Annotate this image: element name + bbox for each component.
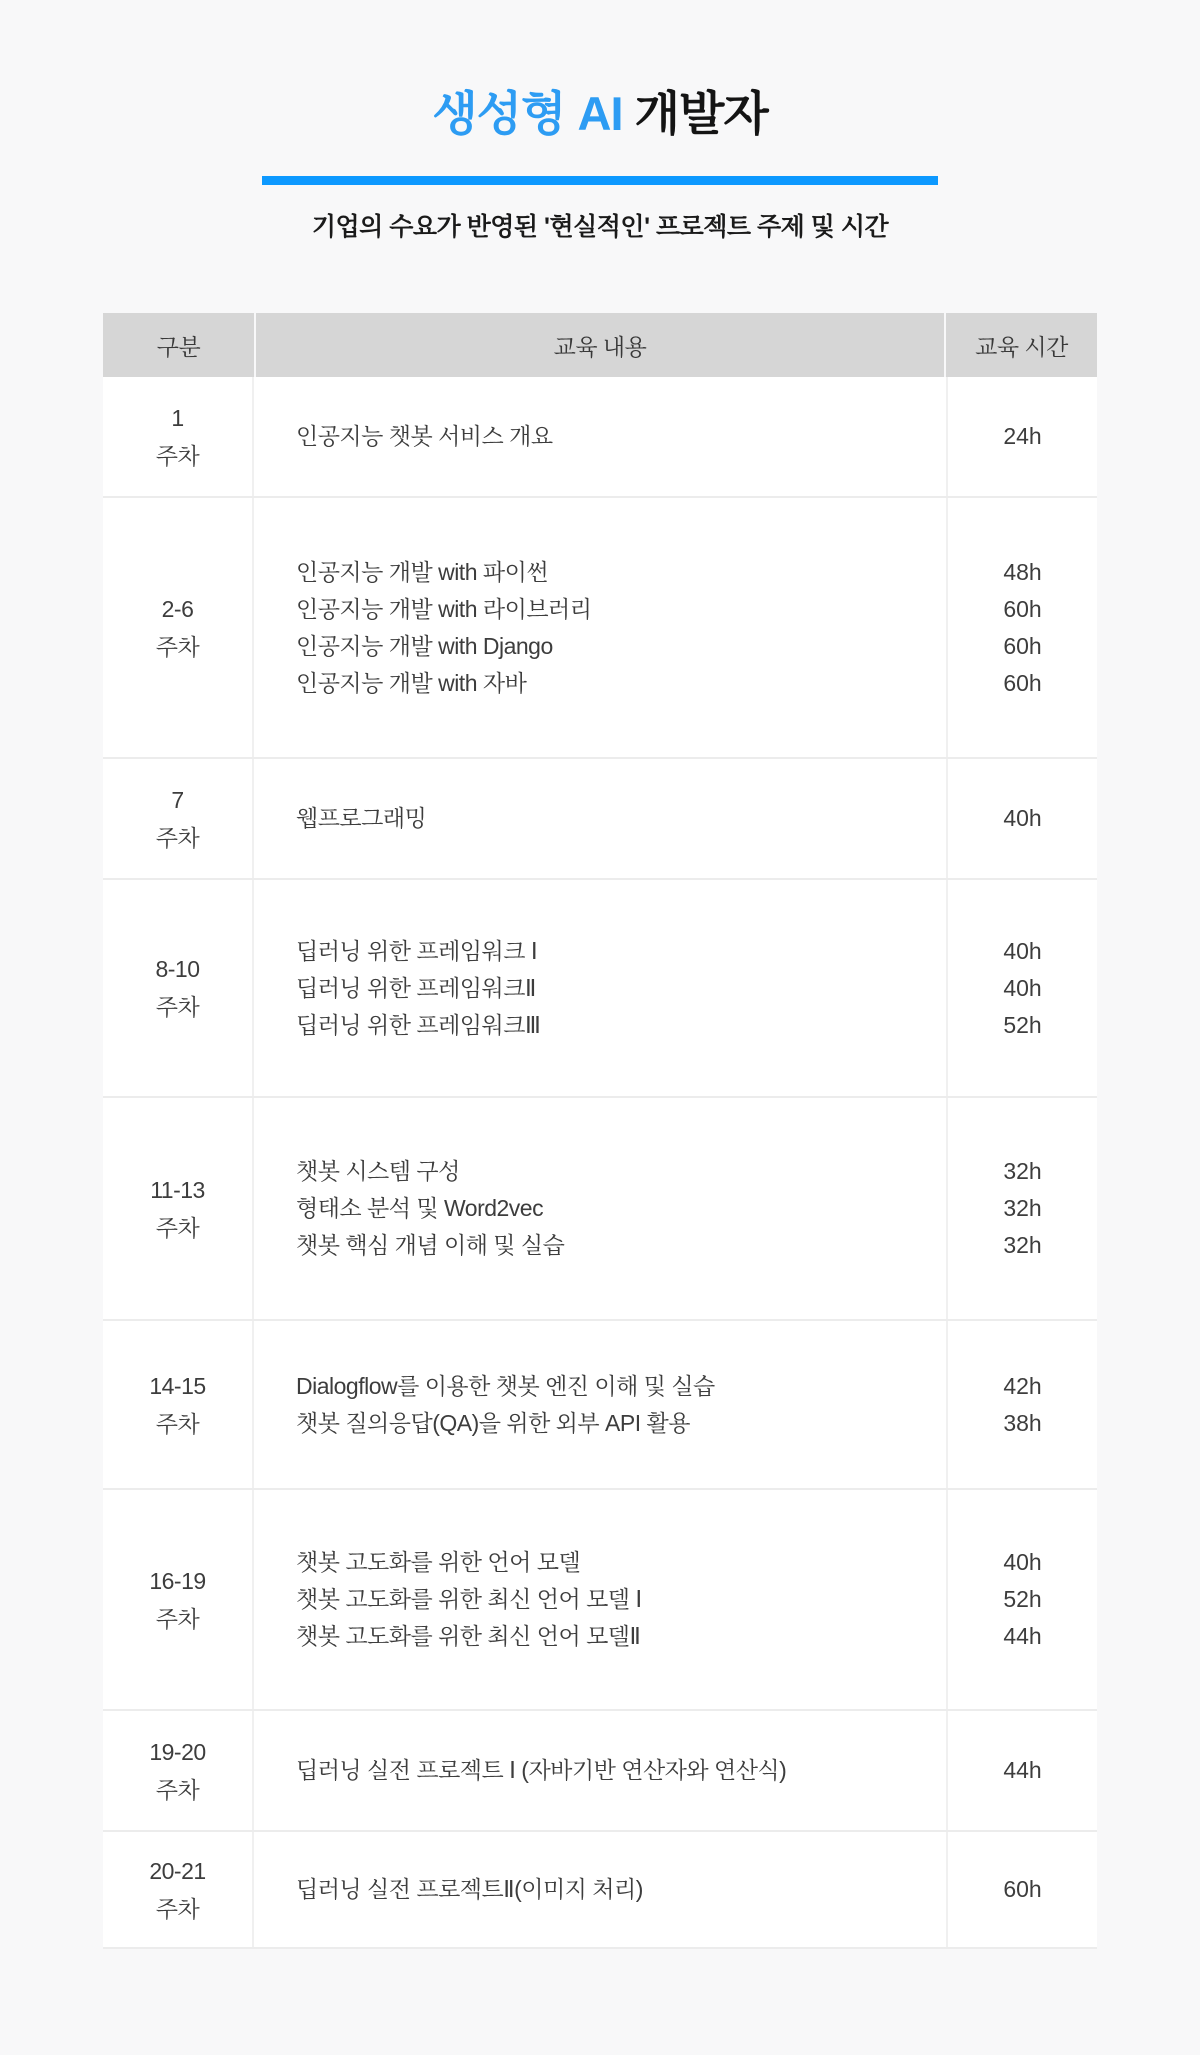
table-row [103,377,1097,498]
table-row [103,1098,1097,1321]
hours-cell [946,880,1097,1096]
course-item: 형태소 분석 및 Word2vec [296,1195,544,1222]
course-item: 딥러닝 실전 프로젝트Ⅱ(이미지 처리) [296,1876,643,1903]
course-item: 챗봇 핵심 개념 이해 및 실습 [296,1232,565,1259]
course-hours: 60h [1003,632,1042,659]
course-hours: 48h [1003,558,1042,585]
week-cell [103,1321,254,1488]
course-item: 인공지능 개발 with Django [296,632,553,659]
content-cell [254,880,946,1096]
content-cell [254,1321,946,1488]
table-row [103,498,1097,759]
week-number: 11-13 [150,1176,205,1203]
week-number: 7 [171,786,184,813]
course-hours: 24h [1003,423,1042,450]
table-row [103,880,1097,1098]
hours-cell [946,377,1097,496]
course-hours: 60h [1003,595,1042,622]
course-item: 딥러닝 위한 프레임워크Ⅲ [296,1011,541,1038]
course-hours: 40h [1003,805,1042,832]
course-hours: 38h [1003,1409,1042,1436]
week-suffix: 주차 [155,1410,200,1437]
week-number: 19-20 [149,1738,206,1765]
subtitle: 기업의 수요가 반영된 '현실적인' 프로젝트 주제 및 시간 [311,213,889,242]
course-hours: 44h [1003,1757,1042,1784]
week-suffix: 주차 [155,1214,200,1241]
course-item: 딥러닝 위한 프레임워크Ⅱ [296,974,536,1001]
week-cell [103,1098,254,1319]
week-suffix: 주차 [155,1776,200,1803]
hours-cell [946,1711,1097,1830]
content-cell [254,377,946,496]
hours-cell [946,1490,1097,1709]
week-number: 16-19 [149,1567,206,1594]
week-suffix: 주차 [155,633,200,660]
course-hours: 44h [1003,1623,1042,1650]
table-row [103,1490,1097,1711]
hours-cell [946,759,1097,878]
table-row [103,1711,1097,1832]
title-underline-bar [262,176,938,185]
course-item: 챗봇 고도화를 위한 최신 언어 모델 Ⅰ [296,1586,642,1613]
course-item: Dialogflow를 이용한 챗봇 엔진 이해 및 실습 [296,1372,715,1399]
week-suffix: 주차 [155,442,200,469]
course-hours: 60h [1003,1876,1042,1903]
course-item: 딥러닝 위한 프레임워크 Ⅰ [296,937,538,964]
page-title [0,86,1200,142]
week-number: 1 [171,404,184,431]
course-item: 챗봇 시스템 구성 [296,1158,460,1185]
hours-cell [946,498,1097,757]
page-title-rest: 개발자 [622,87,768,140]
course-hours: 32h [1003,1158,1042,1185]
table-body [103,377,1097,1949]
course-hours: 60h [1003,669,1042,696]
table-row [103,1321,1097,1490]
content-cell [254,1711,946,1830]
hours-cell [946,1321,1097,1488]
week-cell [103,759,254,878]
course-hours: 40h [1003,974,1042,1001]
course-hours: 32h [1003,1195,1042,1222]
course-item: 인공지능 챗봇 서비스 개요 [296,423,553,450]
course-hours: 40h [1003,937,1042,964]
content-cell [254,759,946,878]
week-cell [103,1711,254,1830]
table-row [103,1832,1097,1949]
content-cell [254,1490,946,1709]
course-item: 챗봇 질의응답(QA)을 위한 외부 API 활용 [296,1409,690,1436]
content-cell [254,1098,946,1319]
curriculum-table [103,313,1097,1949]
course-item: 인공지능 개발 with 자바 [296,669,527,696]
course-item: 챗봇 고도화를 위한 언어 모델 [296,1549,581,1576]
course-item: 챗봇 고도화를 위한 최신 언어 모델Ⅱ [296,1623,641,1650]
table-header-hours: 교육 시간 [946,313,1097,377]
week-suffix: 주차 [155,994,200,1021]
week-number: 2-6 [161,595,194,622]
week-number: 14-15 [149,1372,206,1399]
week-cell [103,1832,254,1947]
table-header-category: 구분 [103,313,254,377]
week-cell [103,377,254,496]
course-hours: 32h [1003,1232,1042,1259]
week-suffix: 주차 [155,1605,200,1632]
week-number: 8-10 [155,956,200,983]
week-cell [103,1490,254,1709]
page-title-highlight: 생성형 AI [432,87,623,140]
table-header-row [103,313,1097,377]
content-cell [254,1832,946,1947]
course-hours: 52h [1003,1586,1042,1613]
course-hours: 42h [1003,1372,1042,1399]
course-hours: 52h [1003,1011,1042,1038]
week-number: 20-21 [149,1857,206,1884]
course-item: 딥러닝 실전 프로젝트 Ⅰ (자바기반 연산자와 연산식) [296,1757,787,1784]
week-suffix: 주차 [155,1895,200,1922]
table-header-content: 교육 내용 [256,313,944,377]
week-cell [103,498,254,757]
table-row [103,759,1097,880]
hours-cell [946,1832,1097,1947]
course-item: 웹프로그래밍 [296,805,427,832]
week-cell [103,880,254,1096]
course-item: 인공지능 개발 with 파이썬 [296,558,549,585]
content-cell [254,498,946,757]
week-suffix: 주차 [155,824,200,851]
course-hours: 40h [1003,1549,1042,1576]
course-item: 인공지능 개발 with 라이브러리 [296,595,592,622]
hours-cell [946,1098,1097,1319]
